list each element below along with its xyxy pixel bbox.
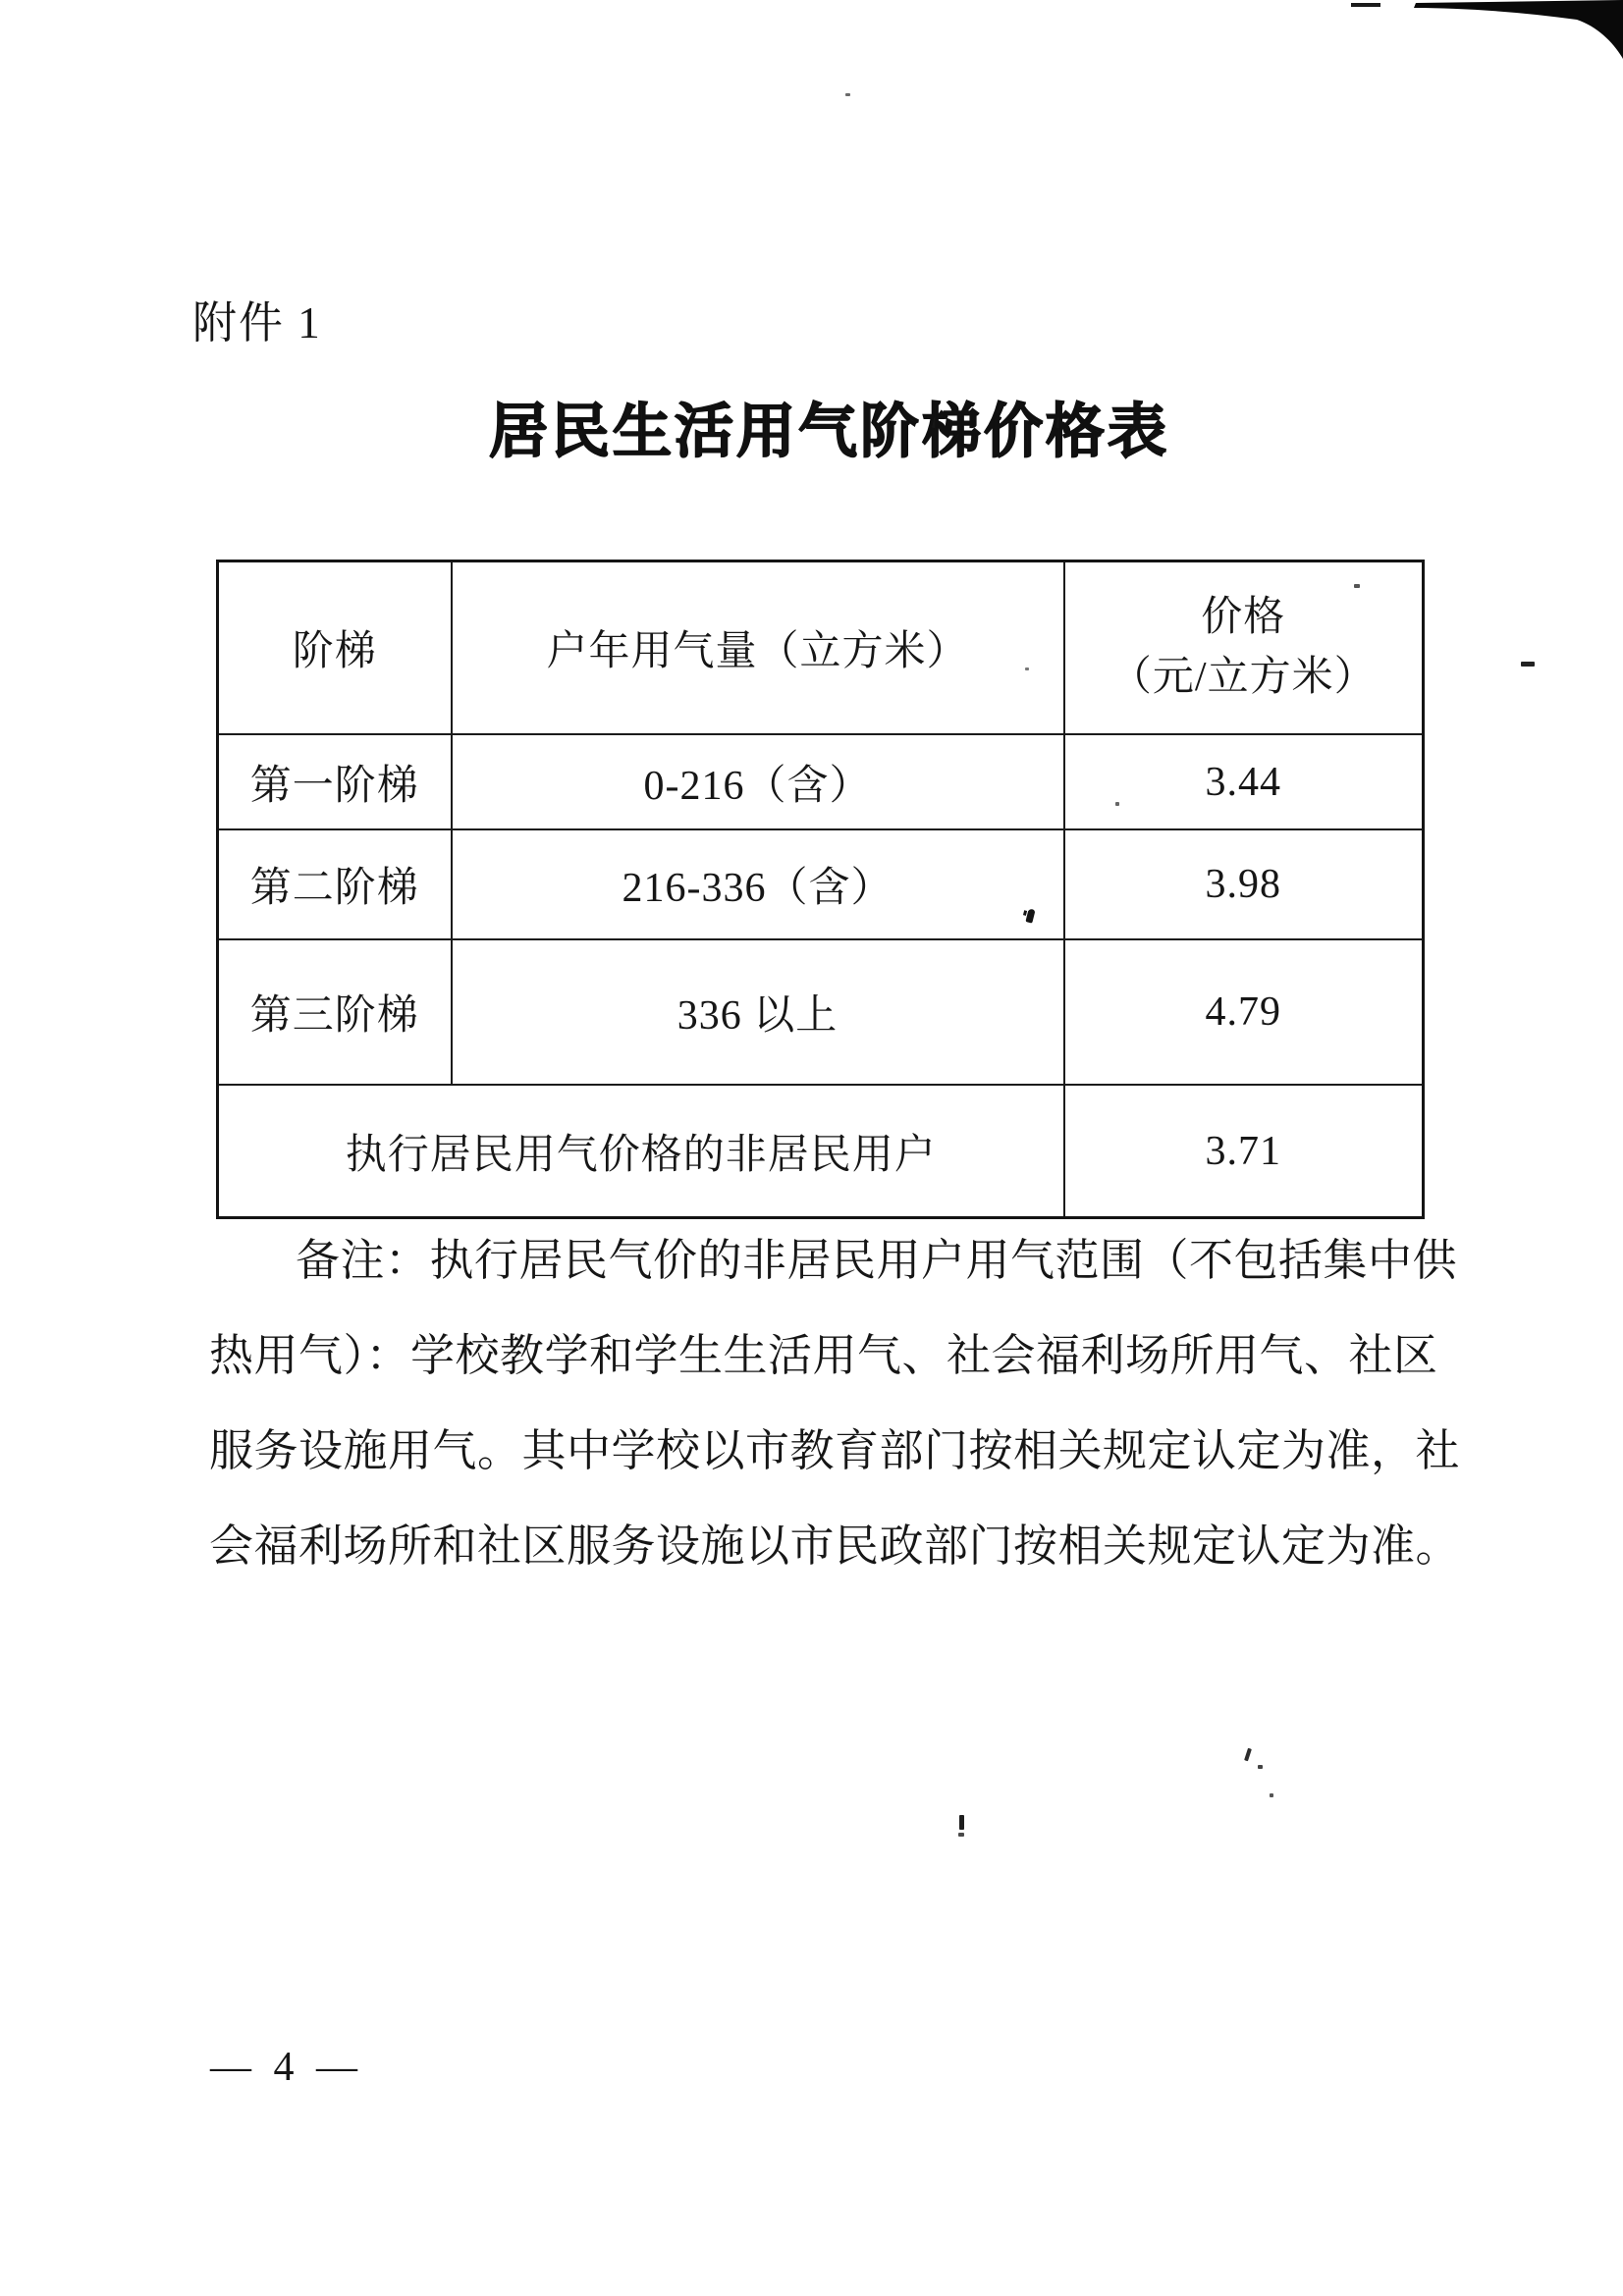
note-line: 备注：执行居民气价的非居民用户用气范围（不包括集中供 [296, 1236, 1458, 1285]
table-row [218, 734, 1424, 829]
table-header-row [218, 561, 1424, 735]
note-line: 热用气）：学校教学和学生生活用气、社会福利场所用气、社区 [209, 1331, 1438, 1380]
price-table-container [216, 560, 1425, 1219]
header-cell-usage: 户年用气量（立方米） [452, 561, 1064, 735]
scan-wedge [1414, 0, 1623, 59]
table-merged-row [218, 1085, 1424, 1218]
scan-speck [845, 93, 850, 96]
usage-cell: 216-336（含） [452, 829, 1064, 939]
scan-dash [1351, 3, 1380, 7]
usage-cell: 336 以上 [452, 939, 1064, 1085]
price-cell: 3.71 [1064, 1085, 1424, 1218]
note-line: 会福利场所和社区服务设施以市民政部门按相关规定认定为准。 [209, 1522, 1461, 1571]
note-paragraph [209, 1213, 1461, 1594]
usage-cell: 0-216（含） [452, 734, 1064, 829]
page-title: 居民生活用气阶梯价格表 [489, 400, 1169, 464]
price-cell: 3.98 [1064, 829, 1424, 939]
tier-cell: 第二阶梯 [218, 829, 452, 939]
tier-cell: 第一阶梯 [218, 734, 452, 829]
price-cell: 4.79 [1064, 939, 1424, 1085]
scan-speck [1115, 802, 1119, 806]
header-cell-tier: 阶梯 [218, 561, 452, 735]
scan-speck [1354, 584, 1360, 588]
scan-speck [1258, 1765, 1263, 1769]
scan-speck [1521, 662, 1535, 667]
scan-corner-artifact [1345, 0, 1623, 61]
header-cell-price [1064, 561, 1424, 735]
scan-speck [959, 1815, 964, 1830]
attachment-label: 附件 1 [192, 298, 322, 347]
scan-speck [1270, 1793, 1273, 1797]
scan-speck [1025, 667, 1029, 670]
header-price-line1: 价格 [1201, 595, 1286, 641]
merged-label-cell: 执行居民用气价格的非居民用户 [218, 1085, 1064, 1218]
header-price-line2: （元/立方米） [1109, 655, 1377, 700]
page-number: — 4 — [210, 2045, 363, 2090]
scan-speck [1244, 1748, 1252, 1762]
note-line: 服务设施用气。其中学校以市教育部门按相关规定认定为准，社 [209, 1426, 1461, 1475]
table-row [218, 829, 1424, 939]
price-cell: 3.44 [1064, 734, 1424, 829]
tier-cell: 第三阶梯 [218, 939, 452, 1085]
scan-speck [958, 1833, 964, 1837]
table-row [218, 939, 1424, 1085]
price-table [216, 560, 1425, 1219]
